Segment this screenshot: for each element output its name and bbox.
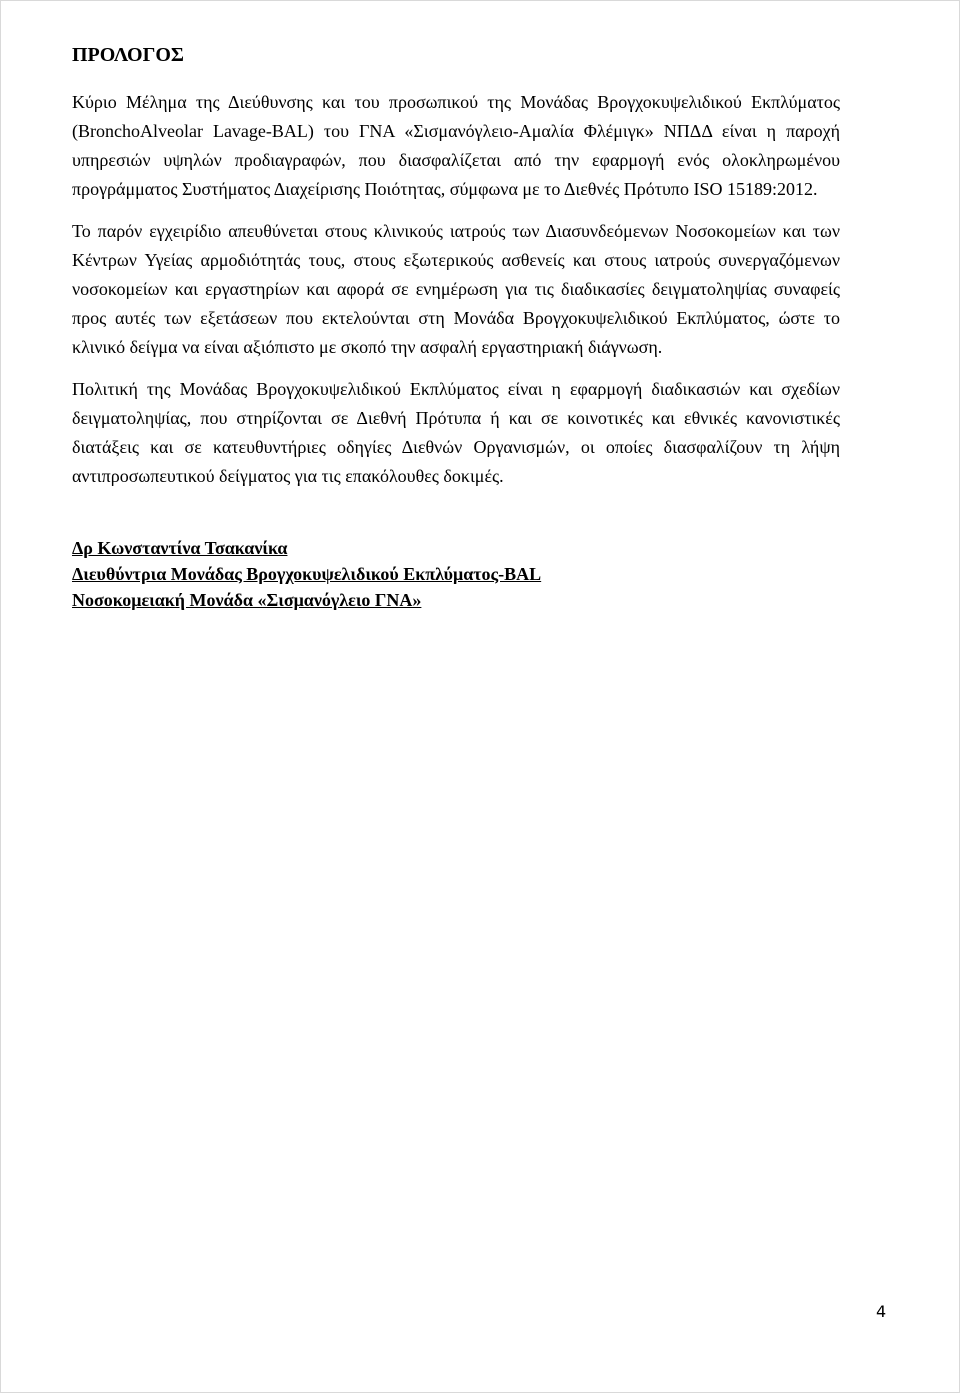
signature-unit: Νοσοκομειακή Μονάδα «Σισμανόγλειο ΓΝΑ» bbox=[72, 590, 422, 610]
signature-name: Δρ Κωνσταντίνα Τσακανίκα bbox=[72, 538, 288, 558]
paragraph-audience: Το παρόν εγχειρίδιο απευθύνεται στους κλινικούς ιατρούς των Διασυνδεόμενων Νοσοκομείων και των Κέντρων Υγείας αρμοδιότητάς τους, στους εξωτερικούς ασθενείς και στους ιατρούς συνεργαζόμενων νοσοκομείων και εργαστηρίων και αφορά σε ενημέρωση για τις διαδικασίες δειγματοληψίας συναφείς προς αυτές των εξετάσεων που εκτελούνται στη Μονάδα Βρογχοκυψελιδικού Εκπλύματος, ώστε το κλινικό δείγμα να είναι αξιόπιστο με σκοπό την ασφαλή εργαστηριακή διάγνωση. bbox=[72, 221, 840, 357]
document-body bbox=[72, 40, 840, 613]
page-title: ΠΡΟΛΟΓΟΣ bbox=[72, 44, 184, 66]
paragraph-policy: Πολιτική της Μονάδας Βρογχοκυψελιδικού Εκπλύματος είναι η εφαρμογή διαδικασιών και σχεδίων δειγματοληψίας, που στηρίζονται σε Διεθνή Πρότυπα ή και σε κοινοτικές και εθνικές κανονιστικές διατάξεις και σε κατευθυντήριες οδηγίες Διεθνών Οργανισμών, οι οποίες διασφαλίζουν τη λήψη αντιπροσωπευτικού δείγματος για τις επακόλουθες δοκιμές. bbox=[72, 379, 840, 486]
signature-role: Διευθύντρια Μονάδας Βρογχοκυψελιδικού Εκπλύματος-BAL bbox=[72, 564, 542, 584]
signature-block bbox=[72, 535, 840, 613]
paragraph-intro: Κύριο Μέλημα της Διεύθυνσης και του προσωπικού της Μονάδας Βρογχοκυψελιδικού Εκπλύματος (BronchoAlveolar Lavage-BAL) του ΓΝΑ «Σισμανόγλειο-Αμαλία Φλέμιγκ» ΝΠΔΔ είναι η παροχή υπηρεσιών υψηλών προδιαγραφών, που διασφαλίζεται από την εφαρμογή ενός ολοκληρωμένου προγράμματος Συστήματος Διαχείρισης Ποιότητας, σύμφωνα με το Διεθνές Πρότυπο ISO 15189:2012. bbox=[72, 92, 840, 199]
page-number: 4 bbox=[876, 1302, 887, 1321]
